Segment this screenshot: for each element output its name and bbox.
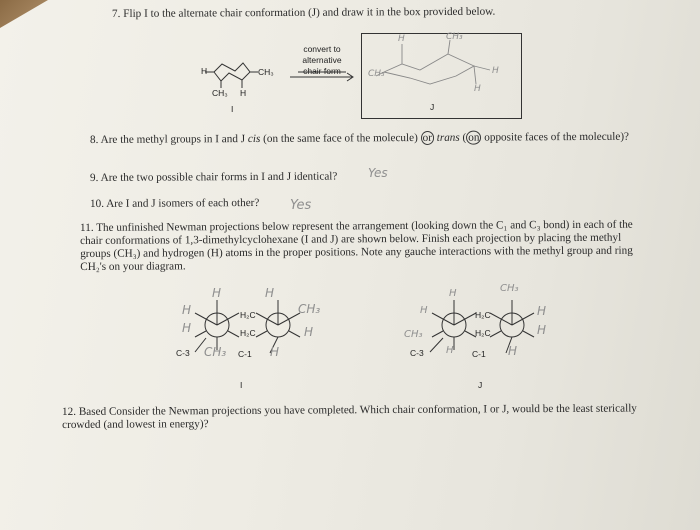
newman-i-hand-h-left2: H: [182, 321, 192, 335]
struct-i-ch3-right: CH₃: [258, 67, 274, 77]
newman-i-hand-ch3-bottom: CH₃: [204, 345, 227, 359]
struct-i-label: I: [231, 104, 234, 114]
newman-j-hand-h-right1: H: [537, 304, 547, 318]
q8-middle: (on the same face of the molecule): [260, 131, 421, 145]
newman-i-label: I: [240, 380, 243, 390]
box-j-label: J: [430, 102, 435, 112]
convert-line-1: convert to: [303, 44, 341, 54]
question-11: 11. The unfinished Newman projections below represent the arrangement (looking down the C₁ and C₃ bond) in each of the chair conformations of 1,3-dimethylcyclohexane (I and J) are shown below. Finish each projection by placing the methyl groups (CH₃) and hydrogen (H) atoms in the proper positions. Note any gauche interactions with the methyl group and ring CH₂'s on your diagram.: [80, 218, 633, 273]
newman-j-hand-h-bottom1: H: [446, 345, 454, 356]
newman-j-label: J: [478, 380, 483, 390]
struct-i-ch3-bottom: CH₃: [212, 88, 228, 98]
newman-j-hand-ch3-top: CH₃: [500, 283, 519, 294]
newman-j-h2c-bottom: H₂C: [475, 328, 491, 338]
newman-i-hand-h-left1: H: [182, 303, 192, 317]
question-12: 12. Based Consider the Newman projections you have completed. Which chair conformation, I or J, would be the least sterically crowded (and lowest in energy)?: [62, 402, 637, 431]
newman-i-c3: C-3: [176, 348, 190, 358]
q8-on-circled: on: [466, 131, 481, 145]
newman-j-hand-h-right2: H: [537, 323, 547, 337]
newman-j-hand-ch3-left: CH₃: [404, 329, 423, 340]
struct-i-h-left: H: [201, 66, 208, 76]
q8-before: 8. Are the methyl groups in I and J: [90, 133, 248, 146]
newman-j-c1: C-1: [472, 349, 486, 359]
box-j-hand-h3: H: [492, 66, 499, 76]
struct-i-h-bottom: H: [240, 88, 247, 98]
newman-i-hand-h-top1: H: [212, 286, 222, 300]
q9-handwritten-answer: Yes: [368, 166, 388, 180]
newman-i-hand-h-top2: H: [265, 286, 275, 300]
newman-j-hand-h-top: H: [449, 288, 457, 299]
box-j-hand-ch3-left: CH₃: [368, 69, 385, 79]
question-9: 9. Are the two possible chair forms in I and J identical?: [90, 170, 338, 184]
box-j-hand-ch3: CH₃: [446, 32, 463, 42]
newman-i-hand-ch3-right: CH₃: [298, 302, 321, 316]
box-j-hand-h1: H: [398, 34, 405, 44]
newman-j-hand-h-bottom2: H: [508, 344, 518, 358]
newman-j-c3: C-3: [410, 348, 424, 358]
newman-i-h2c-bottom: H₂C: [240, 328, 256, 338]
convert-line-3: chair form: [303, 66, 341, 76]
q10-handwritten-answer: Yes: [290, 198, 312, 213]
q8-trans: trans: [436, 131, 460, 144]
question-7: 7. Flip I to the alternate chair conformation (J) and draw it in the box provided below.: [112, 5, 496, 20]
box-j-hand-h2: H: [474, 84, 481, 94]
q8-or-circled: or: [421, 131, 434, 145]
newman-j-h2c-top: H₂C: [475, 310, 491, 320]
convert-line-2: alternative: [302, 55, 342, 65]
newman-i-h2c-top: H₂C: [240, 310, 256, 320]
newman-i-c1: C-1: [238, 349, 252, 359]
question-10: 10. Are I and J isomers of each other?: [90, 196, 260, 210]
newman-j-hand-h-left: H: [420, 305, 428, 316]
q8-after: opposite faces of the molecule)?: [481, 130, 630, 144]
q8-cis: cis: [247, 132, 261, 146]
question-8: 8. Are the methyl groups in I and J cis (on the same face of the molecule) or trans ( on opposite faces of the molecule)?: [90, 130, 630, 146]
newman-i-hand-h-right: H: [304, 325, 314, 339]
newman-i-hand-h-bottom: H: [270, 345, 280, 359]
